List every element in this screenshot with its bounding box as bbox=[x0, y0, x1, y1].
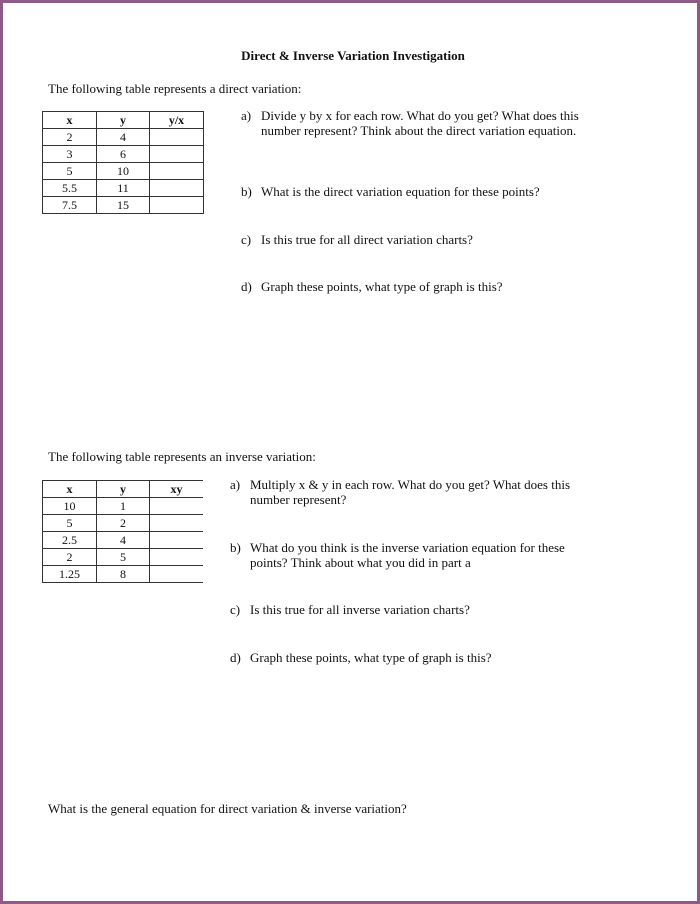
table-row bbox=[43, 146, 204, 163]
inverse-question-d bbox=[230, 650, 590, 665]
cell-x: 2 bbox=[43, 549, 97, 566]
question-text: Divide y by x for each row. What do you get? What does this number represent? Think about the direct variation equation. bbox=[261, 108, 579, 138]
inverse-question-c bbox=[230, 602, 590, 617]
question-label: c) bbox=[230, 602, 241, 617]
header-y: y bbox=[97, 112, 150, 129]
cell-x: 1.25 bbox=[43, 566, 97, 583]
header-product: xy bbox=[150, 481, 204, 498]
cell-blank[interactable] bbox=[150, 498, 204, 515]
cell-x: 2.5 bbox=[43, 532, 97, 549]
direct-question-c bbox=[241, 232, 581, 247]
cell-y: 8 bbox=[97, 566, 150, 583]
cell-blank[interactable] bbox=[150, 515, 204, 532]
table-row bbox=[43, 498, 204, 515]
question-label: a) bbox=[230, 477, 241, 492]
table-row bbox=[43, 129, 204, 146]
header-x: x bbox=[43, 112, 97, 129]
cell-x: 10 bbox=[43, 498, 97, 515]
direct-question-b bbox=[241, 184, 581, 199]
direct-table bbox=[42, 111, 204, 214]
cell-blank[interactable] bbox=[150, 549, 204, 566]
question-label: d) bbox=[241, 279, 252, 294]
question-text: Graph these points, what type of graph is this? bbox=[250, 650, 492, 665]
cell-y: 11 bbox=[97, 180, 150, 197]
cell-y: 4 bbox=[97, 129, 150, 146]
table-row bbox=[43, 566, 204, 583]
question-text: Multiply x & y in each row. What do you get? What does this number represent? bbox=[250, 477, 571, 507]
table-header-row bbox=[43, 112, 204, 129]
cell-y: 2 bbox=[97, 515, 150, 532]
cell-x: 5.5 bbox=[43, 180, 97, 197]
question-label: a) bbox=[241, 108, 252, 123]
question-text: What is the direct variation equation for these points? bbox=[261, 184, 540, 199]
cell-y: 5 bbox=[97, 549, 150, 566]
cell-blank[interactable] bbox=[150, 566, 204, 583]
cell-x: 2 bbox=[43, 129, 97, 146]
question-text: Graph these points, what type of graph is this? bbox=[261, 279, 503, 294]
final-question: What is the general equation for direct variation & inverse variation? bbox=[48, 801, 407, 816]
cell-x: 5 bbox=[43, 515, 97, 532]
inverse-table bbox=[42, 480, 203, 583]
table-row bbox=[43, 532, 204, 549]
cell-x: 5 bbox=[43, 163, 97, 180]
cell-blank[interactable] bbox=[150, 180, 204, 197]
question-text: What do you think is the inverse variation equation for these points? Think about what you did in part a bbox=[250, 540, 565, 570]
cell-x: 7.5 bbox=[43, 197, 97, 214]
cell-blank[interactable] bbox=[150, 197, 204, 214]
question-label: c) bbox=[241, 232, 252, 247]
inverse-question-a bbox=[230, 477, 590, 507]
table-header-row bbox=[43, 481, 204, 498]
table-row bbox=[43, 549, 204, 566]
cell-x: 3 bbox=[43, 146, 97, 163]
table-row bbox=[43, 163, 204, 180]
cell-blank[interactable] bbox=[150, 163, 204, 180]
page-title: Direct & Inverse Variation Investigation bbox=[241, 48, 465, 63]
inverse-intro: The following table represents an inverse variation: bbox=[48, 449, 316, 464]
cell-blank[interactable] bbox=[150, 532, 204, 549]
header-x: x bbox=[43, 481, 97, 498]
question-label: b) bbox=[230, 540, 241, 555]
direct-question-a bbox=[241, 108, 581, 138]
direct-question-d bbox=[241, 279, 581, 294]
table-row bbox=[43, 515, 204, 532]
cell-blank[interactable] bbox=[150, 146, 204, 163]
header-ratio: y/x bbox=[150, 112, 204, 129]
cell-y: 1 bbox=[97, 498, 150, 515]
cell-y: 10 bbox=[97, 163, 150, 180]
question-text: Is this true for all inverse variation charts? bbox=[250, 602, 470, 617]
cell-blank[interactable] bbox=[150, 129, 204, 146]
question-text: Is this true for all direct variation charts? bbox=[261, 232, 473, 247]
cell-y: 6 bbox=[97, 146, 150, 163]
inverse-question-b bbox=[230, 540, 590, 570]
direct-intro: The following table represents a direct variation: bbox=[48, 81, 302, 96]
cell-y: 15 bbox=[97, 197, 150, 214]
table-row bbox=[43, 180, 204, 197]
header-y: y bbox=[97, 481, 150, 498]
cell-y: 4 bbox=[97, 532, 150, 549]
question-label: d) bbox=[230, 650, 241, 665]
table-row bbox=[43, 197, 204, 214]
question-label: b) bbox=[241, 184, 252, 199]
